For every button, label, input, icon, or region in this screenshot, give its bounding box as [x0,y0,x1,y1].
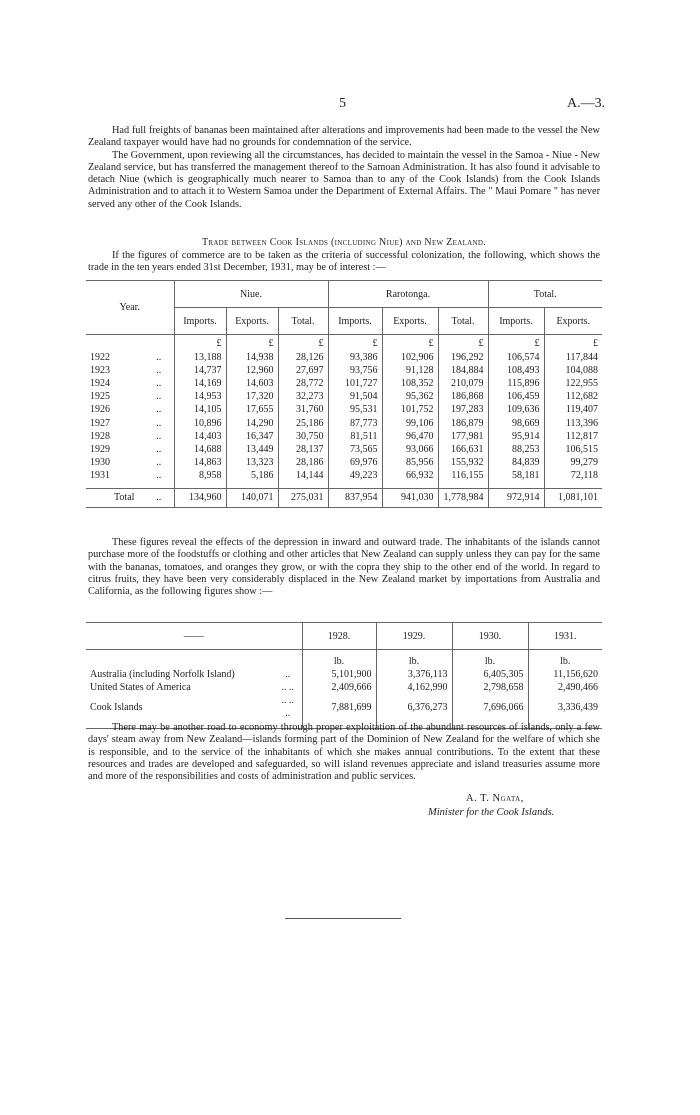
value-cell: 95,914 [488,430,544,443]
unit-label: lb. [302,650,376,669]
value-cell: 91,504 [328,390,382,403]
leader-dots: .. [156,404,162,416]
value-cell: 27,697 [278,364,328,377]
total-cell: 1,081,101 [544,488,602,507]
group-header-total: Total. [488,281,602,308]
value-cell: 81,511 [328,430,382,443]
year-header: 1931. [528,623,602,650]
table-row [86,469,602,482]
value-cell: 14,938 [226,351,278,364]
value-cell: 49,223 [328,469,382,482]
value-cell: 184,884 [438,364,488,377]
value-cell: 28,186 [278,456,328,469]
value-cell: 112,682 [544,390,602,403]
end-rule [285,918,401,919]
table-row [86,681,602,694]
table-row [86,443,602,456]
table-row [86,430,602,443]
value-cell: 96,470 [382,430,438,443]
value-cell: 93,756 [328,364,382,377]
signature-title: Minister for the Cook Islands. [428,807,555,818]
paragraph: Had full freights of bananas been maintained after alterations and improvements had been made to the vessel the New Zealand taxpayer would have had no grounds for condemnation of the service. [88,125,600,149]
value-cell: 106,574 [488,351,544,364]
year-cell: 1931 [90,469,110,481]
group-header-rarotonga: Rarotonga. [328,281,488,308]
value-cell: 113,396 [544,416,602,429]
year-cell: 1923 [90,365,110,377]
currency-symbol: £ [382,335,438,352]
currency-symbol: £ [488,335,544,352]
opening-paragraphs [88,125,600,211]
value-cell: 13,188 [174,351,226,364]
value-cell: 16,347 [226,430,278,443]
total-cell: 275,031 [278,488,328,507]
value-cell: 8,958 [174,469,226,482]
value-cell: 84,839 [488,456,544,469]
page-number: 5 [339,96,346,111]
column-header: Total. [438,308,488,335]
value-cell: 122,955 [544,377,602,390]
value-cell: 14,403 [174,430,226,443]
column-header: Imports. [174,308,226,335]
year-header: 1929. [376,623,452,650]
value-cell: 25,186 [278,416,328,429]
leader-dots: .. [156,378,162,390]
total-cell: 140,071 [226,488,278,507]
currency-symbol: £ [544,335,602,352]
value-cell: 14,688 [174,443,226,456]
year-cell: 1926 [90,404,110,416]
leader-dots: .. [156,443,162,455]
value-cell: 2,409,666 [302,681,376,694]
citrus-table [86,622,602,729]
value-cell: 3,376,113 [376,668,452,681]
value-cell: 28,772 [278,377,328,390]
value-cell: 155,932 [438,456,488,469]
value-cell: 99,279 [544,456,602,469]
intro-paragraph [88,250,600,275]
year-cell: 1924 [90,378,110,390]
value-cell: 14,737 [174,364,226,377]
unit-label: lb. [376,650,452,669]
value-cell: 106,515 [544,443,602,456]
value-cell: 2,490,466 [528,681,602,694]
leader-dots: .. [285,669,291,681]
value-cell: 166,631 [438,443,488,456]
year-cell: 1925 [90,391,110,403]
total-row [86,488,602,507]
leader-dots: .. [156,469,162,481]
value-cell: 186,879 [438,416,488,429]
value-cell: 32,273 [278,390,328,403]
value-cell: 14,863 [174,456,226,469]
total-cell: 134,960 [174,488,226,507]
value-cell: 91,128 [382,364,438,377]
leader-dots: .. [156,456,162,468]
paragraph: These figures reveal the effects of the depression in inward and outward trade. The inhabitants of the islands cannot purchase more of the foodstuffs or clothing and other articles that New Zealand can supply unless they can pay for the same with the bananas, tomatoes, and oranges they grow, or with the copra they ship to the other end of the world. In regard to citrus fruits, they have been very considerably displaced in the New Zealand market by importations from Australia and California, as the following figures show :— [88,537,600,598]
value-cell: 12,960 [226,364,278,377]
value-cell: 93,066 [382,443,438,456]
paragraph: There may be another road to economy through proper exploitation of the abundant resources of islands, only a few days' steam away from New Zealand—islands forming part of the Dominion of New Zealand for the welfare of which she is responsible, and to the service of the inhabitants of which she makes annual contributions. To the extent that these resources and trades are developed and safeguarded, so will island revenues appreciate and island treasuries assume more and more of the responsibilities and costs of administration and public services. [88,722,600,783]
trade-table-body [86,335,602,508]
leader-dots: .. .. .. [281,695,294,720]
value-cell: 69,976 [328,456,382,469]
total-cell: 837,954 [328,488,382,507]
value-cell: 115,896 [488,377,544,390]
value-cell: 210,079 [438,377,488,390]
value-cell: 73,565 [328,443,382,456]
signature-name: A. T. Ngata, [466,793,524,804]
value-cell: 14,603 [226,377,278,390]
table-row [86,456,602,469]
section-heading: Trade between Cook Islands (including Niue) and New Zealand. [201,237,487,248]
value-cell: 13,449 [226,443,278,456]
table-row [86,668,602,681]
value-cell: 30,750 [278,430,328,443]
table-row [86,351,602,364]
group-header-niue: Niue. [174,281,328,308]
value-cell: 7,696,066 [452,694,528,720]
closing-paragraph [88,722,600,783]
corner-header: —— [183,630,204,642]
leader-dots: .. [156,430,162,442]
total-cell: 1,778,984 [438,488,488,507]
value-cell: 28,137 [278,443,328,456]
value-cell: 5,186 [226,469,278,482]
value-cell: 108,352 [382,377,438,390]
column-header: Exports. [226,308,278,335]
value-cell: 101,752 [382,403,438,416]
value-cell: 186,868 [438,390,488,403]
value-cell: 14,290 [226,416,278,429]
leader-dots: .. .. [281,682,294,694]
value-cell: 197,283 [438,403,488,416]
value-cell: 3,336,439 [528,694,602,720]
value-cell: 58,181 [488,469,544,482]
value-cell: 5,101,900 [302,668,376,681]
value-cell: 6,376,273 [376,694,452,720]
value-cell: 95,362 [382,390,438,403]
value-cell: 66,932 [382,469,438,482]
year-header: 1928. [302,623,376,650]
value-cell: 101,727 [328,377,382,390]
value-cell: 112,817 [544,430,602,443]
table-row [86,416,602,429]
value-cell: 104,088 [544,364,602,377]
leader-dots: .. [156,417,162,429]
total-cell: 972,914 [488,488,544,507]
value-cell: 108,493 [488,364,544,377]
year-header: Year. [86,281,174,335]
unit-label: lb. [452,650,528,669]
origin-label: Cook Islands [90,701,143,713]
value-cell: 13,323 [226,456,278,469]
currency-symbol: £ [174,335,226,352]
value-cell: 28,126 [278,351,328,364]
value-cell: 116,155 [438,469,488,482]
value-cell: 98,669 [488,416,544,429]
table-row [86,364,602,377]
currency-symbol: £ [226,335,278,352]
year-cell: 1929 [90,443,110,455]
value-cell: 10,896 [174,416,226,429]
value-cell: 72,118 [544,469,602,482]
value-cell: 17,320 [226,390,278,403]
year-cell: 1922 [90,352,110,364]
value-cell: 88,253 [488,443,544,456]
value-cell: 6,405,305 [452,668,528,681]
year-cell: 1927 [90,417,110,429]
column-header: Total. [278,308,328,335]
currency-symbol: £ [438,335,488,352]
value-cell: 14,953 [174,390,226,403]
column-header: Imports. [328,308,382,335]
currency-symbol: £ [278,335,328,352]
value-cell: 87,773 [328,416,382,429]
value-cell: 106,459 [488,390,544,403]
leader-dots: .. [156,391,162,403]
value-cell: 4,162,990 [376,681,452,694]
document-reference: A.—3. [567,96,606,111]
table-row [86,390,602,403]
value-cell: 2,798,658 [452,681,528,694]
middle-paragraph [88,537,600,598]
value-cell: 11,156,620 [528,668,602,681]
column-header: Imports. [488,308,544,335]
trade-table [86,280,602,508]
origin-label: United States of America [90,682,191,694]
table-row [86,377,602,390]
value-cell: 17,655 [226,403,278,416]
origin-label: Australia (including Norfolk Island) [90,669,235,681]
value-cell: 93,386 [328,351,382,364]
value-cell: 99,106 [382,416,438,429]
value-cell: 102,906 [382,351,438,364]
value-cell: 177,981 [438,430,488,443]
value-cell: 14,144 [278,469,328,482]
total-label: Total [114,492,135,504]
column-header: Exports. [544,308,602,335]
leader-dots: .. [156,492,162,504]
value-cell: 119,407 [544,403,602,416]
value-cell: 95,531 [328,403,382,416]
value-cell: 85,956 [382,456,438,469]
citrus-table-body [86,650,602,729]
leader-dots: .. [156,352,162,364]
value-cell: 31,760 [278,403,328,416]
table-row [86,694,602,720]
year-cell: 1928 [90,430,110,442]
value-cell: 109,636 [488,403,544,416]
value-cell: 14,105 [174,403,226,416]
currency-symbol: £ [328,335,382,352]
leader-dots: .. [156,365,162,377]
value-cell: 117,844 [544,351,602,364]
paragraph: If the figures of commerce are to be taken as the criteria of successful colonization, the following, which shows the trade in the ten years ended 31st December, 1931, may be of interest :— [88,250,600,274]
unit-label: lb. [528,650,602,669]
year-cell: 1930 [90,456,110,468]
value-cell: 14,169 [174,377,226,390]
value-cell: 196,292 [438,351,488,364]
table-row [86,403,602,416]
value-cell: 7,881,699 [302,694,376,720]
total-cell: 941,030 [382,488,438,507]
year-header: 1930. [452,623,528,650]
paragraph: The Government, upon reviewing all the circumstances, has decided to maintain the vessel in the Samoa - Niue - New Zealand service, but has transferred the management thereof to the Samoan Administration. It has also found it advisable to detach Niue (which is geographically much nearer to Samoa than to any of the Cook Islands) from the Cook Islands Administration and to attach it to Western Samoa under the Department of External Affairs. The " Maui Pomare " has never served any other of the Cook Islands. [88,149,600,210]
column-header: Exports. [382,308,438,335]
